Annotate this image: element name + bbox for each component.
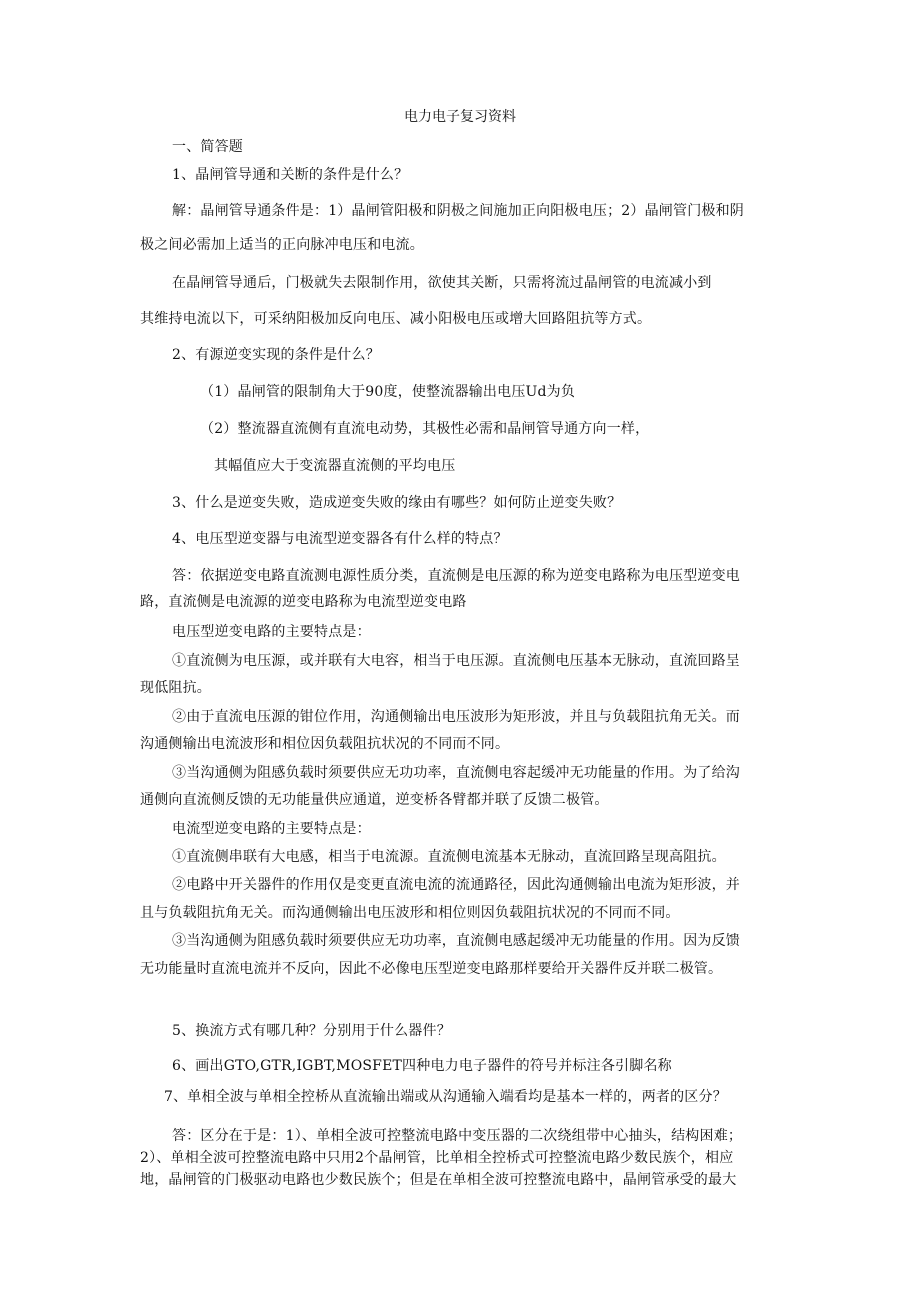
answer-2-item-1: （1）晶闸管的限制角大于90度，使整流器输出电压Ud为负 bbox=[200, 384, 576, 400]
answer-7-line-1: 答：区分在于是：1）、单相全波可控整流电路中变压器的二次绕组带中心抽头，结构困难； bbox=[172, 1128, 743, 1144]
answer-1-line-1: 解：晶闸管导通条件是：1）晶闸管阳极和阴极之间施加正向阳极电压；2）晶闸管门极和阴 bbox=[172, 203, 745, 219]
voltage-point-1-line-1: ①直流侧为电压源，或并联有大电容，相当于电压源。直流侧电压基本无脉动，直流回路呈 bbox=[172, 653, 740, 669]
question-2: 2、有源逆变实现的条件是什么？ bbox=[172, 347, 380, 363]
answer-2-item-2-cont: 其幅值应大于变流器直流侧的平均电压 bbox=[214, 458, 456, 474]
answer-2-item-2: （2）整流器直流侧有直流电动势，其极性必需和晶闸管导通方向一样， bbox=[200, 421, 650, 437]
voltage-point-1-line-2: 现低阻抗。 bbox=[140, 680, 211, 696]
answer-4-line-1: 答：依据逆变电路直流测电源性质分类，直流侧是电压源的称为逆变电路称为电压型逆变电 bbox=[172, 568, 740, 584]
answer-7-line-2: 2）、单相全波可控整流电路中只用2个晶闸管，比单相全控桥式可控整流电路少数民族个，相应 bbox=[140, 1150, 734, 1166]
current-point-3-line-2: 无功能量时直流电流并不反向，因此不必像电压型逆变电路那样要给开关器件反并联二极管。 bbox=[140, 961, 723, 977]
current-point-3-line-1: ③当沟通侧为阻感负载时须要供应无功功率，直流侧电感起缓冲无功能量的作用。因为反馈 bbox=[172, 933, 740, 949]
section-heading: 一、简答题 bbox=[172, 139, 243, 155]
answer-1-line-3: 在晶闸管导通后，门极就失去限制作用，欲使其关断，只需将流过晶闸管的电流减小到 bbox=[172, 275, 712, 291]
current-point-1: ①直流侧串联有大电感，相当于电流源。直流侧电流基本无脉动，直流回路呈现高阻抗。 bbox=[172, 849, 726, 865]
answer-4-line-2: 路，直流侧是电流源的逆变电路称为电流型逆变电路 bbox=[140, 594, 467, 610]
answer-1-line-4: 其维持电流以下，可采纳阳极加反向电压、减小阳极电压或增大回路阻抗等方式。 bbox=[140, 311, 652, 327]
question-5: 5、换流方式有哪几种？分别用于什么器件？ bbox=[172, 1023, 451, 1039]
voltage-type-heading: 电压型逆变电路的主要特点是： bbox=[172, 624, 371, 640]
current-point-2-line-2: 且与负载阻抗角无关。而沟通侧输出电压波形和相位则因负载阻抗状况的不同而不同。 bbox=[140, 905, 680, 921]
voltage-point-2-line-2: 沟通侧输出电流波形和相位因负载阻抗状况的不同而不同。 bbox=[140, 736, 510, 752]
current-type-heading: 电流型逆变电路的主要特点是： bbox=[172, 821, 371, 837]
answer-7-line-3: 地，晶闸管的门极驱动电路也少数民族个；但是在单相全波可控整流电路中，晶闸管承受的最大 bbox=[140, 1172, 737, 1188]
question-3: 3、什么是逆变失败，造成逆变失败的缘由有哪些？如何防止逆变失败？ bbox=[172, 495, 622, 511]
question-6: 6、画出GTO,GTR,IGBT,MOSFET四种电力电子器件的符号并标注各引脚名称 bbox=[172, 1058, 672, 1074]
voltage-point-3-line-1: ③当沟通侧为阻感负载时须要供应无功功率，直流侧电容起缓冲无功能量的作用。为了给沟 bbox=[172, 765, 740, 781]
voltage-point-2-line-1: ②由于直流电压源的钳位作用，沟通侧输出电压波形为矩形波，并且与负载阻抗角无关。而 bbox=[172, 709, 740, 725]
voltage-point-3-line-2: 通侧向直流侧反馈的无功能量供应通道，逆变桥各臂都并联了反馈二极管。 bbox=[140, 792, 609, 808]
question-1: 1、晶闸管导通和关断的条件是什么？ bbox=[172, 167, 409, 183]
question-4: 4、电压型逆变器与电流型逆变器各有什么样的特点？ bbox=[172, 531, 508, 547]
document-title: 电力电子复习资料 bbox=[404, 109, 516, 125]
current-point-2-line-1: ②电路中开关器件的作用仅是变更直流电流的流通路径，因此沟通侧输出电流为矩形波，并 bbox=[172, 877, 740, 893]
question-7: 7、单相全波与单相全控桥从直流输出端或从沟通输入端看均是基本一样的，两者的区分？ bbox=[164, 1089, 727, 1105]
answer-1-line-2: 极之间必需加上适当的正向脉冲电压和电流。 bbox=[140, 237, 424, 253]
